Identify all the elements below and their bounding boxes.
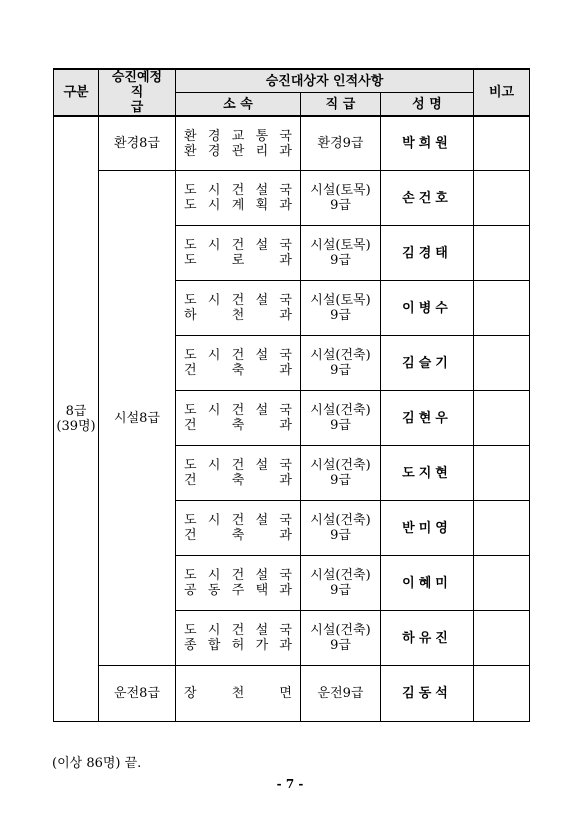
- header-promo-grade: 승진예정 직 급: [99, 69, 176, 116]
- name-cell: 반미영: [381, 501, 474, 556]
- table-row: [54, 666, 530, 722]
- name-cell: 김동석: [381, 666, 474, 722]
- name-cell: 하유진: [381, 611, 474, 666]
- grade-cell: 시설(건축) 9급: [301, 556, 381, 611]
- promo-grade-env: 환경8급: [99, 116, 176, 171]
- dept-cell: 환 경 교 통 국 환 경 관 리 과: [176, 116, 301, 171]
- dept-cell: 도 시 건 설 국 공 동 주 택 과: [176, 556, 301, 611]
- remarks-cell: [474, 446, 530, 501]
- remarks-cell: [474, 501, 530, 556]
- remarks-cell: [474, 611, 530, 666]
- group-cell: 8급 (39명): [54, 116, 99, 722]
- remarks-cell: [474, 226, 530, 281]
- promotion-table: [53, 68, 530, 722]
- remarks-cell: [474, 666, 530, 722]
- remarks-cell: [474, 116, 530, 171]
- name-cell: 도지현: [381, 446, 474, 501]
- dept-cell: 도 시 건 설 국 종 합 허 가 과: [176, 611, 301, 666]
- footer-note: (이상 86명) 끝.: [52, 756, 142, 771]
- grade-cell: 시설(건축) 9급: [301, 391, 381, 446]
- grade-cell: 운전9급: [301, 666, 381, 722]
- remarks-cell: [474, 281, 530, 336]
- dept-cell: 장 천 면: [176, 666, 301, 722]
- name-cell: 이혜미: [381, 556, 474, 611]
- grade-cell: 시설(건축) 9급: [301, 501, 381, 556]
- promo-grade-driving: 운전8급: [99, 666, 176, 722]
- remarks-cell: [474, 171, 530, 226]
- header-grade: 직 급: [301, 93, 381, 117]
- dept-cell: 도 시 건 설 국 건 축 과: [176, 336, 301, 391]
- grade-cell: 시설(토목) 9급: [301, 226, 381, 281]
- grade-cell: 시설(건축) 9급: [301, 446, 381, 501]
- name-cell: 김현우: [381, 391, 474, 446]
- remarks-cell: [474, 391, 530, 446]
- dept-cell: 도 시 건 설 국 건 축 과: [176, 446, 301, 501]
- name-cell: 박희원: [381, 116, 474, 171]
- name-cell: 이병수: [381, 281, 474, 336]
- grade-cell: 시설(건축) 9급: [301, 611, 381, 666]
- table-row: [54, 171, 530, 226]
- name-cell: 김슬기: [381, 336, 474, 391]
- remarks-cell: [474, 336, 530, 391]
- header-remarks: 비고: [474, 69, 530, 116]
- dept-cell: 도 시 건 설 국 하 천 과: [176, 281, 301, 336]
- grade-cell: 환경9급: [301, 116, 381, 171]
- dept-cell: 도 시 건 설 국 도 시 계 획 과: [176, 171, 301, 226]
- dept-cell: 도 시 건 설 국 도 로 과: [176, 226, 301, 281]
- grade-cell: 시설(건축) 9급: [301, 336, 381, 391]
- grade-cell: 시설(토목) 9급: [301, 171, 381, 226]
- page-number: - 7 -: [276, 777, 304, 791]
- header-name: 성 명: [381, 93, 474, 117]
- grade-cell: 시설(토목) 9급: [301, 281, 381, 336]
- remarks-cell: [474, 556, 530, 611]
- name-cell: 김경태: [381, 226, 474, 281]
- header-category: 구분: [54, 69, 99, 116]
- header-affiliation: 소 속: [176, 93, 301, 117]
- dept-cell: 도 시 건 설 국 건 축 과: [176, 501, 301, 556]
- name-cell: 손건호: [381, 171, 474, 226]
- header-target-info: 승진대상자 인적사항: [176, 69, 474, 93]
- promo-grade-facility: 시설8급: [99, 171, 176, 666]
- dept-cell: 도 시 건 설 국 건 축 과: [176, 391, 301, 446]
- table-row: [54, 116, 530, 171]
